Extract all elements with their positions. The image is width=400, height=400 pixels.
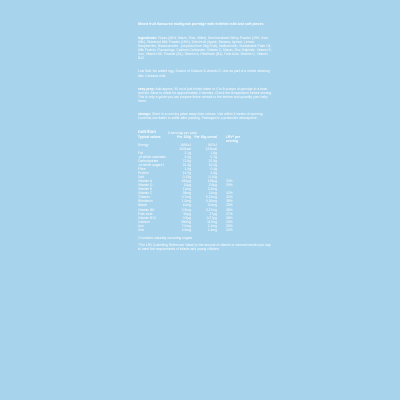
storage-section <box>138 112 273 120</box>
nutrient-value: 0.33g <box>182 175 191 180</box>
nutrient-name: Vitamin C <box>138 191 153 196</box>
nutrient-value: 27% <box>226 211 233 216</box>
nutrient-value: 0.7g <box>210 154 217 159</box>
nutrient-value: 2.1mg <box>207 223 217 228</box>
nutrient-value: 90µg <box>183 211 191 216</box>
nutrient-name: Vitamin D <box>138 183 153 188</box>
nutrient-name: Thiamin <box>138 195 150 200</box>
nutrient-value: 0.10g <box>208 175 217 180</box>
nutrient-value: 1691kJ 400kcal <box>179 142 191 151</box>
nutrient-value: 3.1g <box>184 150 191 155</box>
nutrient-value: 34% <box>226 179 233 184</box>
nutrient-name: Niacin <box>138 203 148 208</box>
nutrition-col-header: Typical values <box>138 134 161 139</box>
claims-text: Low Salt. No added egg. Source of Calcium & vitamin D. Use as part of a varied weaning diet. Contains milk. <box>138 69 270 78</box>
nutrient-value: 33% <box>226 203 233 208</box>
nutrient-value <box>220 143 248 151</box>
nutrient-name: Vitamin B6 <box>138 207 155 212</box>
nutrient-value: 11mg <box>208 191 217 196</box>
nutrient-value: 42% <box>226 195 233 200</box>
nutrient-value: 117mg <box>207 219 217 224</box>
nutrient-name: Energy <box>138 142 149 147</box>
nutrient-value: 2.9µg <box>208 183 217 188</box>
nutrient-name: -of which sugars† <box>138 162 165 167</box>
nutrition-col-header: Per 100g <box>177 134 191 139</box>
nutrient-name: Carbohydrate <box>138 158 159 163</box>
nutrient-value: 25% <box>226 223 233 228</box>
prep-text: Add approx. 90 ml of just boiled water to 4 to 5 scoops of porridge in a bowl and stir. Allow to stand for approximately 2 minutes. Check the temperature before serving. This is only a guide you can prepare these cereals to the texture and quantity your baby loves. <box>138 86 273 103</box>
product-title: Mixed fruit flavoured multigrain porridge with fortified milk and soft pieces <box>138 22 264 26</box>
ingredients-label: Ingredients: <box>138 36 158 41</box>
nutrient-value: 4.9mg <box>181 227 191 232</box>
nutrient-value: 3.0mg <box>207 203 217 208</box>
nutrient-value: 0.9µg <box>182 215 191 220</box>
nutrient-value: 0.27mg <box>205 207 217 212</box>
nutrient-value: 14.9g <box>182 171 191 176</box>
nutrient-name: -of which saturates <box>138 154 167 159</box>
nutrient-value: 34% <box>226 227 233 232</box>
ingredients-section <box>138 36 273 60</box>
nutrient-name: Vitamin E <box>138 187 153 192</box>
sugars-footnote: †Contains naturally occurring sugars <box>138 235 193 240</box>
nutrient-name: Folic Acid <box>138 211 153 216</box>
nutrient-value: 35mg <box>182 191 191 196</box>
nutrient-value: 0.21mg <box>205 195 217 200</box>
nutrient-value: 38% <box>226 199 233 204</box>
nutrient-value: 10mg <box>182 203 191 208</box>
storage-label: storage: <box>138 111 152 116</box>
nutrition-title: nutrition <box>138 128 156 134</box>
nutrient-value: 29% <box>226 183 233 188</box>
nutrient-value: 38% <box>226 215 233 220</box>
nutrient-value: 3.3mg <box>207 187 217 192</box>
nutrient-value: 1.0mg <box>181 199 191 204</box>
nutrient-value: 31.3g <box>182 162 191 167</box>
nutrient-value: 2.0g <box>184 154 191 159</box>
nutrient-value: 38% <box>226 207 233 212</box>
nutrition-col-header: Per 30g cereal <box>194 134 217 139</box>
storage-text: Store in a cool dry place away from odours. Use within 4 weeks of opening. Contents can flatter to settle after packing. Packaged in a protective atmosphere. <box>138 111 264 120</box>
nutrient-name: Vitamin B12 <box>138 215 156 220</box>
nutrient-name: Salt <box>138 175 144 180</box>
nutrient-name: Vitamin A <box>138 179 153 184</box>
nutrient-value: 11mg <box>182 187 191 192</box>
nutrient-value: 10µg <box>183 183 191 188</box>
nutrient-value: 0.7mg <box>181 195 191 200</box>
nutrient-name: Fat <box>138 150 143 155</box>
nutrient-value: 1.4mg <box>207 227 217 232</box>
nutrient-value: 21.8g <box>208 158 217 163</box>
nutrient-name: Calcium <box>138 219 151 224</box>
nutrient-value: 0.9mg <box>181 207 191 212</box>
nutrition-label-panel <box>138 22 273 251</box>
prep-label: easy prep: <box>138 86 155 91</box>
nutrient-name: Fibre <box>138 167 146 172</box>
nutrient-value: 42% <box>226 191 233 196</box>
nutrition-servings: 6 servings per pack <box>168 130 197 135</box>
nutrient-name: Protein <box>138 171 149 176</box>
nutrient-value: 1.8g <box>210 150 217 155</box>
ingredients-text: Flours (56%: Maize, Rice, Millet), Demineralised Whey Powder (25%, from Milk), Skimmed Milk Powder (15%), Dried fruit (Apple, Banana, Apricot, Lemon, Raspberries, Blackcurrants - prepared from 58g Fruit), Maltodextrin, Sustainable Palm Oil, Milk Protein, Flavourings, Calcium Carbonate, Vitamin C, Niacin, Zinc Sulphate, Vitamin E, Iron, Vitamin B6, Thiamin (B1), Vitamin A, Riboflavin (B2), Folic Acid, Vitamin D, Vitamin B12 <box>138 36 272 61</box>
nutrient-value: 72.8g <box>182 158 191 163</box>
nutrient-value: 1.4g <box>184 167 191 172</box>
nutrient-value: 10.0g <box>208 162 217 167</box>
nutrient-value: 7.0mg <box>181 223 191 228</box>
nutrition-col-header: LRV* per serving <box>226 134 241 143</box>
nutrient-name: Riboflavin <box>138 199 153 204</box>
nutrient-value: 29% <box>226 219 233 224</box>
nutrient-value: 0.4g <box>210 167 217 172</box>
nutrient-value: 4.5g <box>210 171 217 176</box>
lrv-footnote: *The LRV (Labelling Reference Value) is the amount of vitamin or mineral needed per day to meet the requirements of infants and young children. <box>138 242 271 251</box>
nutrient-value: 390mg <box>180 219 191 224</box>
nutrition-table <box>138 135 273 232</box>
nutrient-value: 0.27µg <box>206 215 217 220</box>
nutrient-value: 507kJ 120kcal <box>205 142 217 151</box>
nutrient-value: 450µg <box>181 179 191 184</box>
prep-section <box>138 87 273 103</box>
nutrient-name: Zinc <box>138 227 145 232</box>
nutrient-value: 0.30mg <box>205 199 217 204</box>
nutrient-name: Iron <box>138 223 144 228</box>
nutrient-value: 27µg <box>209 211 217 216</box>
nutrient-value: 135µg <box>207 179 217 184</box>
